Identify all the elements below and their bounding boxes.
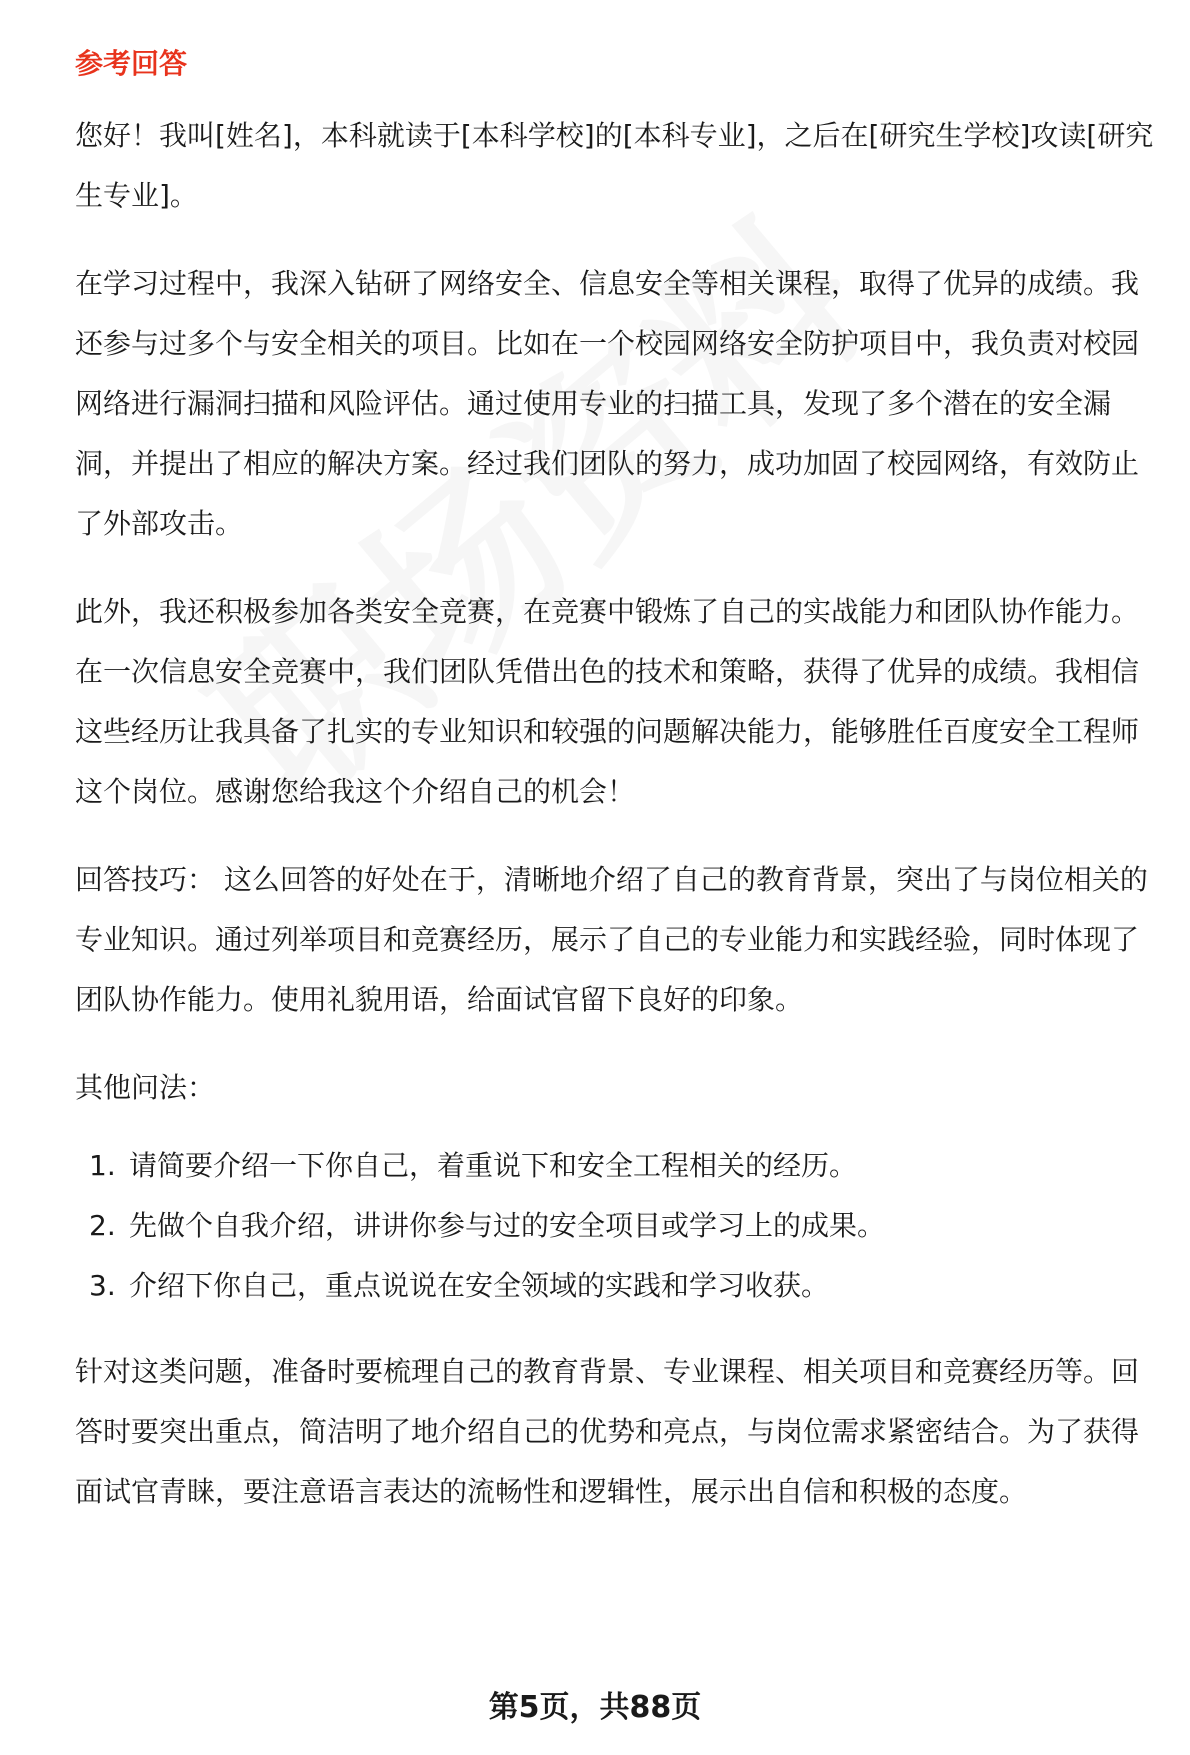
list-text: 介绍下你自己，重点说说在安全领域的实践和学习收获。	[129, 1269, 830, 1302]
paragraph-study: 在学习过程中，我深入钻研了网络安全、信息安全等相关课程，取得了优异的成绩。我还参与过多个与安全相关的项目。比如在一个校园网络安全防护项目中，我负责对校园网络进行漏洞扫描和风险评估。通过使用专业的扫描工具，发现了多个潜在的安全漏洞，并提出了相应的解决方案。经过我们团队的努力，成功加固了校园网络，有效防止了外部攻击。	[75, 267, 1140, 540]
document-body	[75, 44, 1165, 1550]
section-heading: 参考回答	[75, 47, 188, 80]
list-number: 2.	[89, 1209, 116, 1242]
page-number: 第5页，共88页	[488, 1690, 702, 1725]
list-item	[89, 1256, 1165, 1316]
paragraph-competition: 此外，我还积极参加各类安全竞赛，在竞赛中锻炼了自己的实战能力和团队协作能力。在一次信息安全竞赛中，我们团队凭借出色的技术和策略，获得了优异的成绩。我相信这些经历让我具备了扎实的专业知识和较强的问题解决能力，能够胜任百度安全工程师这个岗位。感谢您给我这个介绍自己的机会！	[75, 595, 1140, 808]
list-text: 先做个自我介绍，讲讲你参与过的安全项目或学习上的成果。	[129, 1209, 886, 1242]
list-text: 请简要介绍一下你自己，着重说下和安全工程相关的经历。	[129, 1149, 858, 1182]
list-number: 3.	[89, 1269, 116, 1302]
paragraph-summary: 针对这类问题，准备时要梳理自己的教育背景、专业课程、相关项目和竞赛经历等。回答时要突出重点，简洁明了地介绍自己的优势和亮点，与岗位需求紧密结合。为了获得面试官青睐，要注意语言表达的流畅性和逻辑性，展示出自信和积极的态度。	[75, 1355, 1140, 1508]
list-number: 1.	[89, 1149, 116, 1182]
paragraph-intro: 您好！我叫[姓名]，本科就读于[本科学校]的[本科专业]，之后在[研究生学校]攻读[研究生专业]。	[75, 119, 1154, 212]
other-questions-list	[75, 1136, 1165, 1316]
list-item	[89, 1136, 1165, 1196]
paragraph-tips: 回答技巧： 这么回答的好处在于，清晰地介绍了自己的教育背景，突出了与岗位相关的专业知识。通过列举项目和竞赛经历，展示了自己的专业能力和实践经验，同时体现了团队协作能力。使用礼貌用语，给面试官留下良好的印象。	[75, 863, 1148, 1016]
other-questions-label: 其他问法：	[75, 1071, 216, 1104]
list-item	[89, 1196, 1165, 1256]
